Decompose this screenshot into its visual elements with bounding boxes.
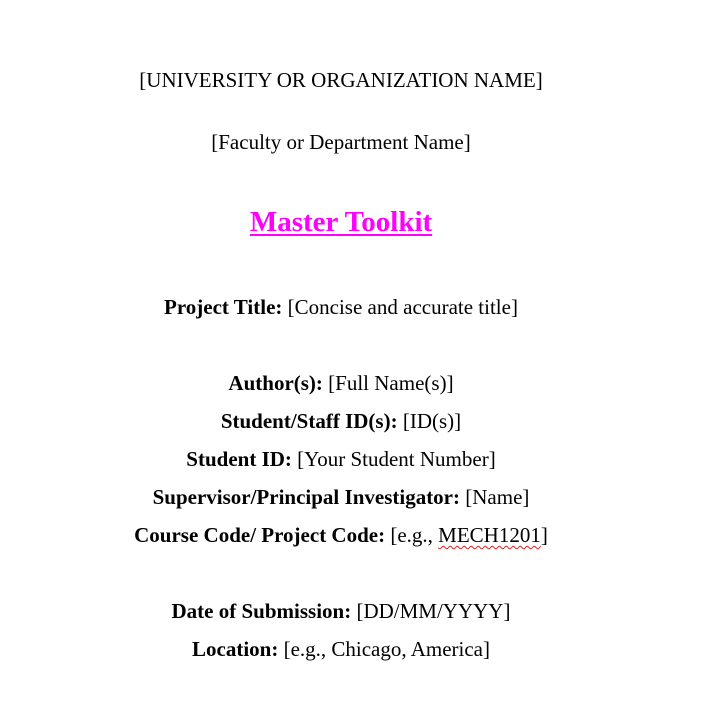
submission-date-value: [DD/MM/YYYY] xyxy=(356,599,511,623)
course-code-value: MECH1201 xyxy=(438,523,541,547)
student-id-value: [Your Student Number] xyxy=(297,447,496,471)
location-label: Location: xyxy=(192,637,279,661)
supervisor-line xyxy=(0,484,682,510)
student-id-line xyxy=(0,446,682,472)
document-title: Master Toolkit xyxy=(249,206,433,238)
project-title-label: Project Title: xyxy=(164,295,283,319)
project-title-line xyxy=(0,294,682,320)
location-value: [e.g., Chicago, America] xyxy=(283,637,490,661)
staff-ids-label: Student/Staff ID(s): xyxy=(220,409,398,433)
department-text: [Faculty or Department Name] xyxy=(211,130,471,154)
student-id-label: Student ID: xyxy=(186,447,292,471)
supervisor-value: [Name] xyxy=(465,485,530,509)
location-line xyxy=(0,636,682,662)
project-title-value: [Concise and accurate title] xyxy=(287,295,518,319)
submission-date-line xyxy=(0,598,682,624)
authors-value: [Full Name(s)] xyxy=(328,371,454,395)
document-title-line xyxy=(0,205,682,239)
department-name xyxy=(0,129,682,155)
institution-text: [UNIVERSITY OR ORGANIZATION NAME] xyxy=(139,68,543,92)
staff-ids-line xyxy=(0,408,682,434)
staff-ids-value: [ID(s)] xyxy=(402,409,462,433)
submission-date-label: Date of Submission: xyxy=(171,599,352,623)
course-code-line xyxy=(0,522,682,548)
authors-label: Author(s): xyxy=(228,371,323,395)
supervisor-label: Supervisor/Principal Investigator: xyxy=(152,485,460,509)
course-code-suffix: ] xyxy=(540,523,548,547)
course-code-label: Course Code/ Project Code: xyxy=(134,523,386,547)
institution-name xyxy=(0,67,682,93)
course-code-prefix: [e.g., xyxy=(390,523,439,547)
authors-line xyxy=(0,370,682,396)
